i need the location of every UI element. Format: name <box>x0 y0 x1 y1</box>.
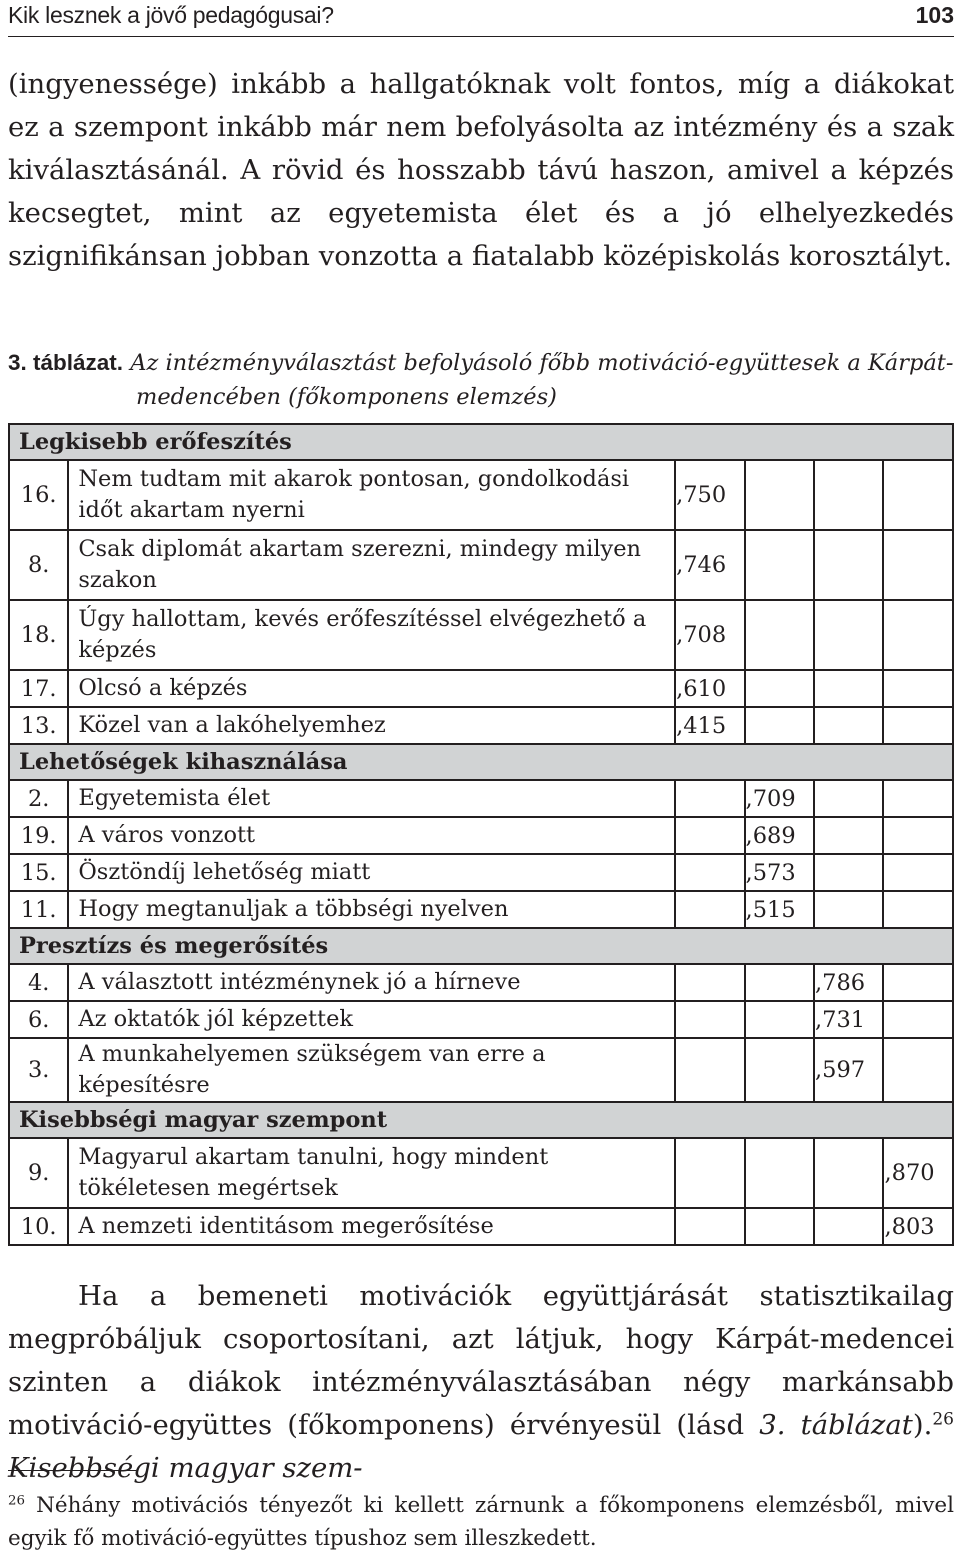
empty-cell <box>675 854 744 891</box>
empty-cell <box>814 854 883 891</box>
item-number: 3. <box>9 1038 68 1102</box>
section-title: Legkisebb erőfeszítés <box>9 424 953 460</box>
item-number: 16. <box>9 460 68 530</box>
empty-cell <box>883 707 953 744</box>
loading-value: ,786 <box>814 964 883 1001</box>
empty-cell <box>883 964 953 1001</box>
empty-cell <box>883 817 953 854</box>
item-text: Egyetemista élet <box>68 780 675 817</box>
loading-value: ,803 <box>883 1208 953 1245</box>
empty-cell <box>745 600 814 670</box>
section-title: Lehetőségek kihasználása <box>9 744 953 780</box>
item-number: 11. <box>9 891 68 928</box>
footnote-rule <box>8 1470 136 1471</box>
section-header-row <box>9 424 953 460</box>
table-caption <box>8 346 954 414</box>
empty-cell <box>814 817 883 854</box>
table-row <box>9 460 953 530</box>
item-text: Csak diplomát akartam szerezni, mindegy milyen szakon <box>68 530 675 600</box>
item-text: Ösztöndíj lehetőség miatt <box>68 854 675 891</box>
empty-cell <box>745 707 814 744</box>
empty-cell <box>814 891 883 928</box>
table-row <box>9 1138 953 1208</box>
empty-cell <box>745 1208 814 1245</box>
header-rule <box>8 36 954 37</box>
empty-cell <box>675 964 744 1001</box>
page-number: 103 <box>915 2 954 28</box>
table-row <box>9 780 953 817</box>
footnote <box>8 1489 954 1555</box>
body-paragraph-bottom <box>8 1275 954 1490</box>
empty-cell <box>883 854 953 891</box>
loading-value: ,746 <box>675 530 744 600</box>
item-text: Közel van a lakóhelyemhez <box>68 707 675 744</box>
empty-cell <box>814 1138 883 1208</box>
empty-cell <box>675 817 744 854</box>
item-text: A munkahelyemen szükségem van erre a képesítésre <box>68 1038 675 1102</box>
table-title-line1: Az intézményválasztást befolyásoló főbb motiváció-együttesek a Kárpát- <box>130 350 954 376</box>
empty-cell <box>883 1038 953 1102</box>
loading-value: ,415 <box>675 707 744 744</box>
loading-value: ,573 <box>745 854 814 891</box>
item-text: Olcsó a képzés <box>68 670 675 707</box>
empty-cell <box>883 530 953 600</box>
empty-cell <box>675 1138 744 1208</box>
table-row <box>9 964 953 1001</box>
paragraph-close: ). <box>912 1409 933 1441</box>
empty-cell <box>814 780 883 817</box>
item-number: 2. <box>9 780 68 817</box>
empty-cell <box>745 460 814 530</box>
item-text: Magyarul akartam tanulni, hogy mindent tökéletesen megértsek <box>68 1138 675 1208</box>
empty-cell <box>745 1138 814 1208</box>
loading-value: ,515 <box>745 891 814 928</box>
item-number: 18. <box>9 600 68 670</box>
table-row <box>9 530 953 600</box>
table-row <box>9 707 953 744</box>
section-header-row <box>9 744 953 780</box>
item-text: A nemzeti identitásom megerősítése <box>68 1208 675 1245</box>
item-number: 19. <box>9 817 68 854</box>
empty-cell <box>814 460 883 530</box>
section-header-row <box>9 928 953 964</box>
item-number: 17. <box>9 670 68 707</box>
item-number: 6. <box>9 1001 68 1038</box>
empty-cell <box>745 1001 814 1038</box>
table-row <box>9 854 953 891</box>
empty-cell <box>745 530 814 600</box>
empty-cell <box>883 780 953 817</box>
table-row <box>9 1038 953 1102</box>
loading-value: ,731 <box>814 1001 883 1038</box>
empty-cell <box>675 780 744 817</box>
factor-table <box>8 423 954 1246</box>
item-text: Nem tudtam mit akarok pontosan, gondolkodási időt akartam nyerni <box>68 460 675 530</box>
table-row <box>9 1208 953 1245</box>
empty-cell <box>814 1208 883 1245</box>
item-number: 8. <box>9 530 68 600</box>
item-number: 10. <box>9 1208 68 1245</box>
empty-cell <box>675 1038 744 1102</box>
empty-cell <box>814 707 883 744</box>
empty-cell <box>814 670 883 707</box>
item-number: 13. <box>9 707 68 744</box>
table-row <box>9 1001 953 1038</box>
item-text: A választott intézménynek jó a hírneve <box>68 964 675 1001</box>
section-title: Presztízs és megerősítés <box>9 928 953 964</box>
loading-value: ,597 <box>814 1038 883 1102</box>
running-header <box>8 0 954 30</box>
item-text: Az oktatók jól képzettek <box>68 1001 675 1038</box>
empty-cell <box>883 1001 953 1038</box>
table-number: 3. táblázat. <box>8 350 124 375</box>
table-reference: 3. táblázat <box>759 1409 913 1441</box>
loading-value: ,708 <box>675 600 744 670</box>
table-row <box>9 891 953 928</box>
paragraph-text: Ha a bemeneti motivációk együttjárását statisztikailag megpróbáljuk csoportosítani, azt látjuk, hogy Kárpát-medencei szinten a diákok intézményválasztásában négy markánsabb motiváció-együttes (főkomponens) érvényesül (lásd <box>8 1280 954 1441</box>
section-title: Kisebbségi magyar szempont <box>9 1102 953 1138</box>
footnote-number: 26 <box>8 1493 25 1509</box>
table-row <box>9 670 953 707</box>
empty-cell <box>883 891 953 928</box>
empty-cell <box>814 530 883 600</box>
empty-cell <box>883 670 953 707</box>
table-row <box>9 817 953 854</box>
footnote-marker[interactable]: 26 <box>932 1409 954 1430</box>
footnote-text: Néhány motivációs tényezőt ki kellett zárnunk a főkomponens elemzésből, mivel egyik fő motiváció-együttes típushoz sem illeszkedett. <box>8 1493 955 1551</box>
loading-value: ,610 <box>675 670 744 707</box>
body-paragraph-top: (ingyenessége) inkább a hallgatóknak volt fontos, míg a diákokat ez a szempont inkább már nem befolyásolta az intézmény és a szak kiválasztásánál. A rövid és hosszabb távú haszon, amivel a képzés kecsegtet, mint az egyetemista élet és a jó elhelyezkedés szignifikánsan jobban vonzotta a fiatalabb középiskolás korosztályt. <box>8 68 954 272</box>
empty-cell <box>814 600 883 670</box>
table-title-line2: medencében (főkomponens elemzés) <box>136 384 557 410</box>
item-number: 15. <box>9 854 68 891</box>
item-number: 4. <box>9 964 68 1001</box>
empty-cell <box>745 964 814 1001</box>
empty-cell <box>675 891 744 928</box>
table-row <box>9 600 953 670</box>
empty-cell <box>675 1001 744 1038</box>
item-text: A város vonzott <box>68 817 675 854</box>
loading-value: ,709 <box>745 780 814 817</box>
item-number: 9. <box>9 1138 68 1208</box>
running-title: Kik lesznek a jövő pedagógusai? <box>8 2 334 28</box>
empty-cell <box>675 1208 744 1245</box>
loading-value: ,689 <box>745 817 814 854</box>
empty-cell <box>745 670 814 707</box>
paragraph-tail: Kisebbségi magyar szem- <box>8 1452 363 1484</box>
item-text: Hogy megtanuljak a többségi nyelven <box>68 891 675 928</box>
item-text: Úgy hallottam, kevés erőfeszítéssel elvégezhető a képzés <box>68 600 675 670</box>
empty-cell <box>745 1038 814 1102</box>
loading-value: ,870 <box>883 1138 953 1208</box>
empty-cell <box>883 600 953 670</box>
section-header-row <box>9 1102 953 1138</box>
empty-cell <box>883 460 953 530</box>
loading-value: ,750 <box>675 460 744 530</box>
